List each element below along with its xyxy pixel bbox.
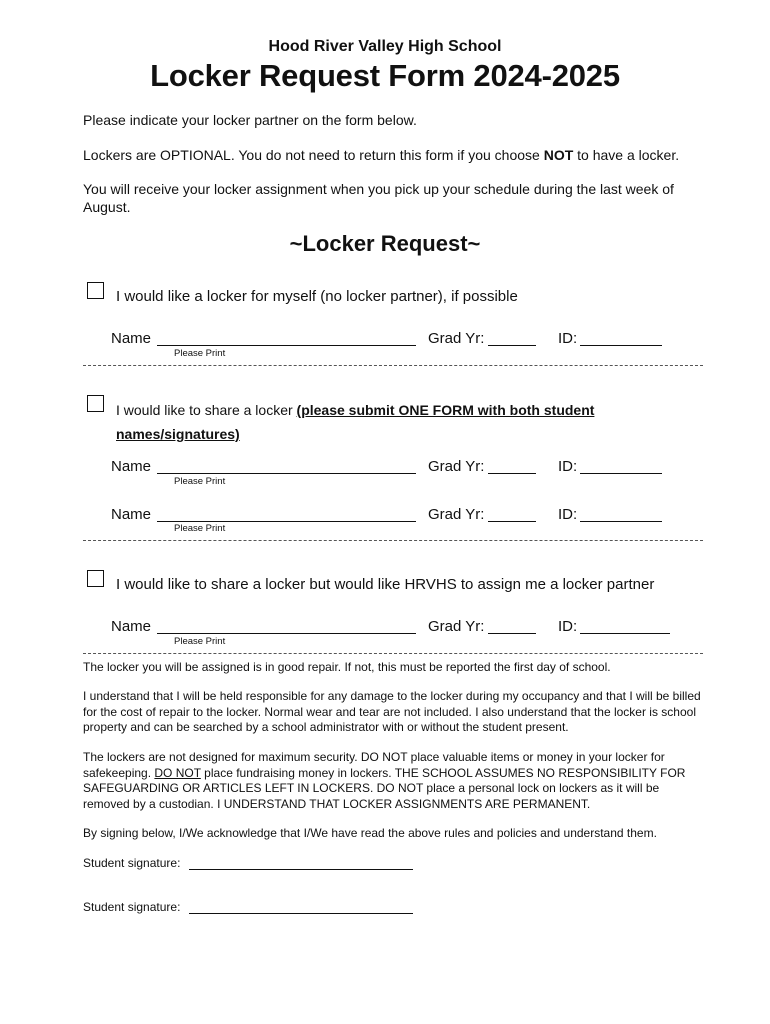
option-3-please-print: Please Print — [174, 636, 226, 647]
option-2-name-field-a[interactable] — [157, 460, 416, 474]
intro-line-2-bold: NOT — [543, 147, 574, 163]
option-3-label: I would like to share a locker but would like HRVHS to assign me a locker partner — [116, 576, 655, 593]
option-2-id-label-b: ID: — [558, 506, 578, 523]
option-2-label-line2 — [116, 426, 240, 442]
option-2-please-print-a: Please Print — [174, 476, 226, 487]
option-1-grad-label: Grad Yr: — [428, 330, 485, 347]
option-1-please-print: Please Print — [174, 348, 226, 359]
option-3-name-label: Name — [111, 618, 152, 635]
rule-security-text: The lockers are not designed for maximum security. DO NOT place valuable items or money in your locker for safekeeping. — [83, 750, 665, 780]
intro-line-2-text: Lockers are OPTIONAL. You do not need to return this form if you choose — [83, 147, 544, 163]
rule-security — [83, 750, 703, 812]
rule-acknowledge: By signing below, I/We acknowledge that I/We have read the above rules and policies and understand them. — [83, 826, 657, 840]
option-1-grad-field[interactable] — [488, 332, 536, 346]
option-2-please-print-b: Please Print — [174, 523, 226, 534]
option-2-id-field-b[interactable] — [580, 508, 662, 522]
section-title: ~Locker Request~ — [289, 231, 481, 256]
option-3-grad-label: Grad Yr: — [428, 618, 485, 635]
rule-security-underlined: DO NOT — [154, 765, 201, 780]
option-2-label — [116, 402, 594, 418]
option-2-id-label-a: ID: — [558, 458, 578, 475]
divider-2 — [83, 540, 703, 541]
divider-3 — [83, 653, 703, 654]
option-1-name-field[interactable] — [157, 332, 416, 346]
option-2-label-bold-2: names/signatures) — [116, 426, 240, 442]
option-1-name-label: Name — [111, 330, 152, 347]
option-1-checkbox[interactable] — [87, 282, 104, 299]
option-2-grad-label-a: Grad Yr: — [428, 458, 485, 475]
option-2-grad-label-b: Grad Yr: — [428, 506, 485, 523]
signature-label-1: Student signature: — [83, 856, 181, 870]
option-3-id-field[interactable] — [580, 620, 670, 634]
option-2-grad-field-a[interactable] — [488, 460, 536, 474]
intro-line-2-text-end: to have a locker. — [573, 147, 680, 163]
option-2-name-field-b[interactable] — [157, 508, 416, 522]
option-2-grad-field-b[interactable] — [488, 508, 536, 522]
intro-line-1: Please indicate your locker partner on the form below. — [83, 112, 417, 128]
option-3-id-label: ID: — [558, 618, 578, 635]
school-name: Hood River Valley High School — [268, 38, 502, 55]
option-1-id-field[interactable] — [580, 332, 662, 346]
form-title: Locker Request Form 2024-2025 — [150, 58, 620, 93]
intro-line-3: You will receive your locker assignment when you pick up your schedule during the last week of August. — [83, 181, 674, 215]
option-3-checkbox[interactable] — [87, 570, 104, 587]
option-2-name-label-a: Name — [111, 458, 152, 475]
signature-label-2: Student signature: — [83, 900, 181, 914]
rule-responsibility: I understand that I will be held responsible for any damage to the locker during my occupancy and that I will be billed for the cost of repair to the locker. Normal wear and tear are not included. I also understand that the locker is school property and can be searched by a school administrator with or without the student present. — [83, 689, 701, 734]
option-3-name-field[interactable] — [157, 620, 416, 634]
option-1-label: I would like a locker for myself (no locker partner), if possible — [116, 288, 518, 305]
option-2-checkbox[interactable] — [87, 395, 104, 412]
option-2-id-field-a[interactable] — [580, 460, 662, 474]
signature-field-1[interactable] — [189, 856, 413, 870]
rule-security-text-end: place fundraising money in lockers. THE SCHOOL ASSUMES NO RESPONSIBILITY FOR SAFEGUARDING OR ARTICLES LEFT IN LOCKERS. DO NOT place a personal lock on lockers as it will be removed by a custodian. I UNDERSTAND THAT LOCKER ASSIGNMENTS ARE PERMANENT. — [83, 765, 686, 811]
rule-repair: The locker you will be assigned is in good repair. If not, this must be reported the first day of school. — [83, 660, 611, 674]
divider-1 — [83, 365, 703, 366]
option-1-id-label: ID: — [558, 330, 578, 347]
signature-field-2[interactable] — [189, 900, 413, 914]
option-3-grad-field[interactable] — [488, 620, 536, 634]
option-2-label-bold: (please submit ONE FORM with both student — [296, 402, 595, 418]
option-2-name-label-b: Name — [111, 506, 152, 523]
option-2-label-text: I would like to share a locker — [116, 402, 297, 418]
intro-line-2 — [83, 147, 679, 163]
